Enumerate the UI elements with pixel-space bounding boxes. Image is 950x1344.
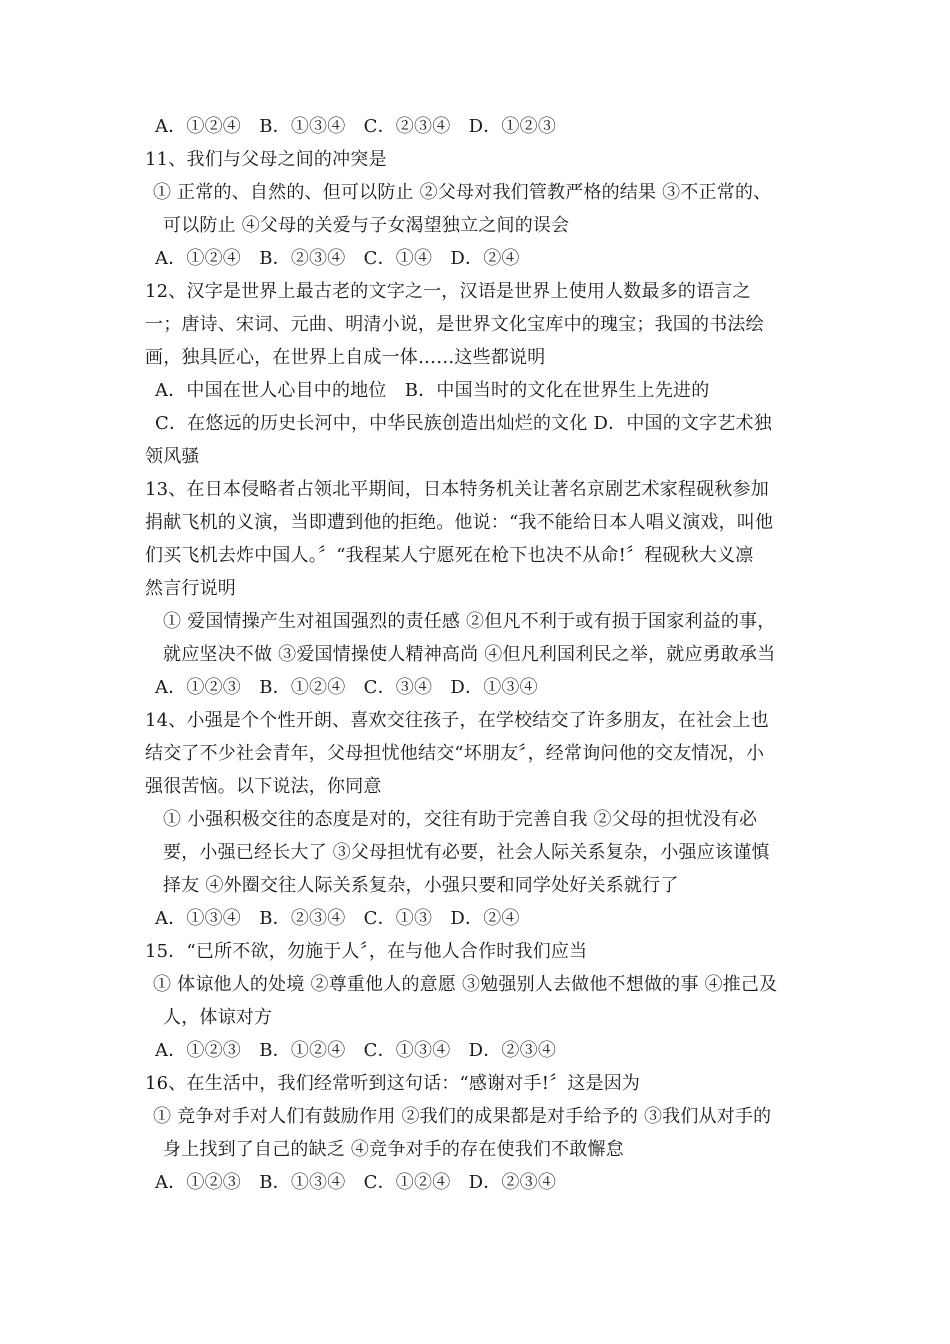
- q14-answer-options: A．①③④ B．②③④ C．①③ D．②④: [155, 908, 520, 929]
- q15-answer-options: A．①②③ B．①②④ C．①③④ D．②③④: [155, 1040, 557, 1061]
- q13-stem-line-1: 13、在日本侵略者占领北平期间，日本特务机关让著名京剧艺术家程砚秋参加: [145, 479, 769, 500]
- q14-statement-line-2: 要，小强已经长大了 ③父母担忧有必要，社会人际关系复杂，小强应该谨慎: [163, 842, 770, 863]
- q14-stem-line-2: 结交了不少社会青年，父母担忧他结交“坏朋友〞，经常询问他的交友情况，小: [145, 743, 765, 764]
- q15-statement-line-1: ① 体谅他人的处境 ②尊重他人的意愿 ③勉强别人去做他不想做的事 ④推己及: [153, 974, 778, 995]
- q12-stem-line-2: 一；唐诗、宋词、元曲、明清小说，是世界文化宝库中的瑰宝；我国的书法绘: [145, 314, 764, 335]
- q16-stem: 16、在生活中，我们经常听到这句话：“感谢对手!〞这是因为: [145, 1073, 641, 1094]
- q12-stem-line-3: 画，独具匠心，在世界上自成一体……这些都说明: [145, 347, 546, 368]
- q13-stem-line-4: 然言行说明: [145, 578, 236, 599]
- q11-statement-line-2: 可以防止 ④父母的关爱与子女渴望独立之间的误会: [163, 215, 570, 236]
- q14-statement-line-1: ① 小强积极交往的态度是对的，交往有助于完善自我 ②父母的担忧没有必: [163, 809, 758, 830]
- q16-statement-line-1: ① 竞争对手对人们有鼓励作用 ②我们的成果都是对手给予的 ③我们从对手的: [153, 1106, 772, 1127]
- q13-answer-options: A．①②③ B．①②④ C．③④ D．①③④: [155, 677, 538, 698]
- q12-options-line-1: A．中国在世人心目中的地位 B．中国当时的文化在世界生上先进的: [155, 380, 710, 401]
- q11-statement-line-1: ① 正常的、自然的、但可以防止 ②父母对我们管教严格的结果 ③不正常的、: [153, 182, 772, 203]
- q13-stem-line-3: 们买飞机去炸中国人。〞“我程某人宁愿死在枪下也决不从命!〞程砚秋大义凛: [145, 545, 754, 566]
- q11-stem: 11、我们与父母之间的冲突是: [145, 149, 387, 170]
- q11-answer-options: A．①②④ B．②③④ C．①④ D．②④: [155, 248, 520, 269]
- q15-statement-line-2: 人，体谅对方: [163, 1007, 273, 1028]
- q13-stem-line-2: 捐献飞机的义演，当即遭到他的拒绝。他说：“我不能给日本人唱义演戏，叫他: [145, 512, 774, 533]
- q16-statement-line-2: 身上找到了自己的缺乏 ④竞争对手的存在使我们不敢懈怠: [163, 1139, 624, 1160]
- q15-stem: 15．“已所不欲，勿施于人〞，在与他人合作时我们应当: [145, 941, 588, 962]
- q12-options-line-3: 领风骚: [145, 446, 200, 467]
- q10-answer-options: A．①②④ B．①③④ C．②③④ D．①②③: [155, 116, 557, 137]
- q14-stem-line-3: 强很苦恼。以下说法，你同意: [145, 776, 382, 797]
- q13-statement-line-2: 就应坚决不做 ③爱国情操使人精神高尚 ④但凡利国利民之举，就应勇敢承当: [163, 644, 776, 665]
- q16-answer-options: A．①②③ B．①③④ C．①②④ D．②③④: [155, 1172, 557, 1193]
- q14-stem-line-1: 14、小强是个个性开朗、喜欢交往孩子，在学校结交了许多朋友，在社会上也: [145, 710, 769, 731]
- q13-statement-line-1: ① 爱国情操产生对祖国强烈的责任感 ②但凡不利于或有损于国家利益的事，: [163, 611, 776, 632]
- q14-statement-line-3: 择友 ④外圈交往人际关系复杂，小强只要和同学处好关系就行了: [163, 875, 679, 896]
- q12-stem-line-1: 12、汉字是世界上最古老的文字之一，汉语是世界上使用人数最多的语言之: [145, 281, 751, 302]
- q12-options-line-2: C．在悠远的历史长河中，中华民族创造出灿烂的文化 D．中国的文字艺术独: [155, 413, 772, 434]
